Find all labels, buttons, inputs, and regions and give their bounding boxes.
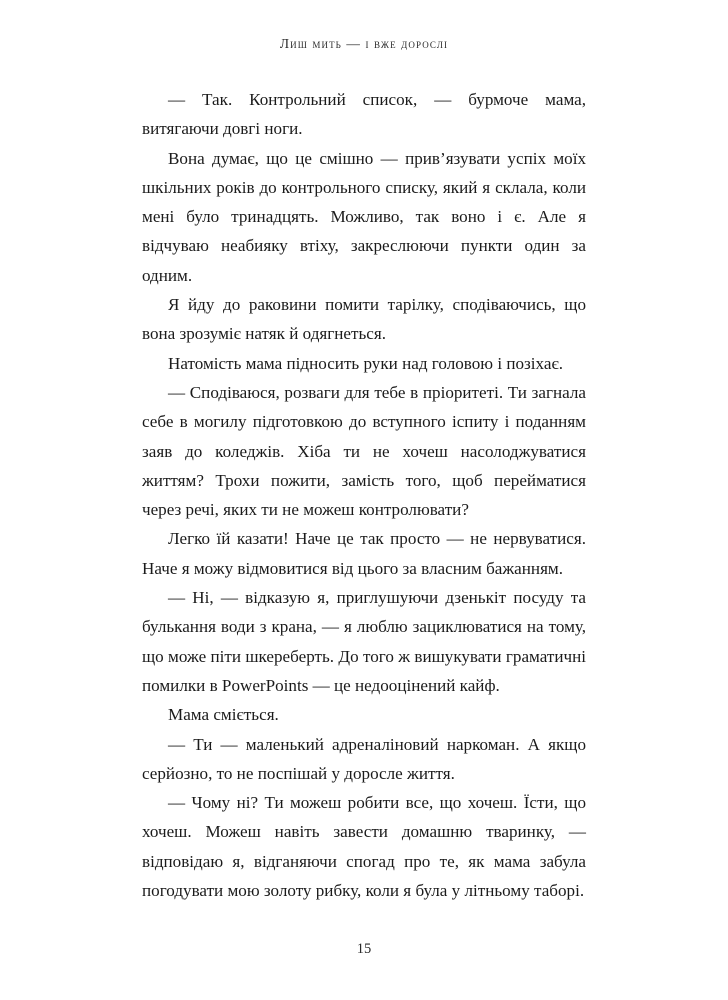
running-head: Лиш мить — і вже дорослі [279, 36, 449, 51]
paragraph: — Чому ні? Ти можеш робити все, що хочеш. Їсти, що хочеш. Можеш навіть завести домашню тваринку, — відповідаю я, відганяючи спогад про те, як мама забула погодувати мою золоту рибку, коли я була у літньому таборі. [142, 793, 586, 901]
paragraph: Вона думає, що це смішно — прив’язувати успіх моїх шкільних років до контрольного списку, який я склала, коли мені було тринадцять. Можливо, так воно і є. Але я відчуваю неабияку втіху, закреслюючи пункти один за одним. [142, 148, 586, 285]
paragraph: Легко їй казати! Наче це так просто — не нервуватися. Наче я можу відмовитися від цього за власним бажанням. [142, 529, 586, 578]
paragraph: Я йду до раковини помити тарілку, сподіваючись, що вона зрозуміє натяк й одягнеться. [142, 295, 586, 344]
paragraph: — Ти — маленький адреналіновий наркоман. А якщо серйозно, то не поспішай у доросле життя. [142, 734, 586, 783]
paragraph: — Ні, — відказую я, приглушуючи дзенькіт посуду та булькання води з крана, — я люблю зациклюватися на тому, що може піти шкереберть. До того ж вишукувати граматичні помилки в PowerPoints — це недооцінений кайф. [142, 588, 586, 695]
body-text [142, 85, 586, 905]
paragraph: Натомість мама підносить руки над головою і позіхає. [168, 353, 564, 373]
paragraph: Мама сміється. [168, 705, 279, 725]
paragraph: — Сподіваюся, розваги для тебе в пріоритеті. Ти загнала себе в могилу підготовкою до вступного іспиту і поданням заяв до коледжів. Хіба ти не хочеш насолоджуватися життям? Трохи пожити, замість того, щоб перейматися через речі, яких ти не можеш контролювати? [142, 382, 586, 520]
paragraph: — Так. Контрольний список, — бурмоче мама, витягаючи довгі ноги. [142, 90, 586, 139]
page-number: 15 [356, 941, 372, 957]
